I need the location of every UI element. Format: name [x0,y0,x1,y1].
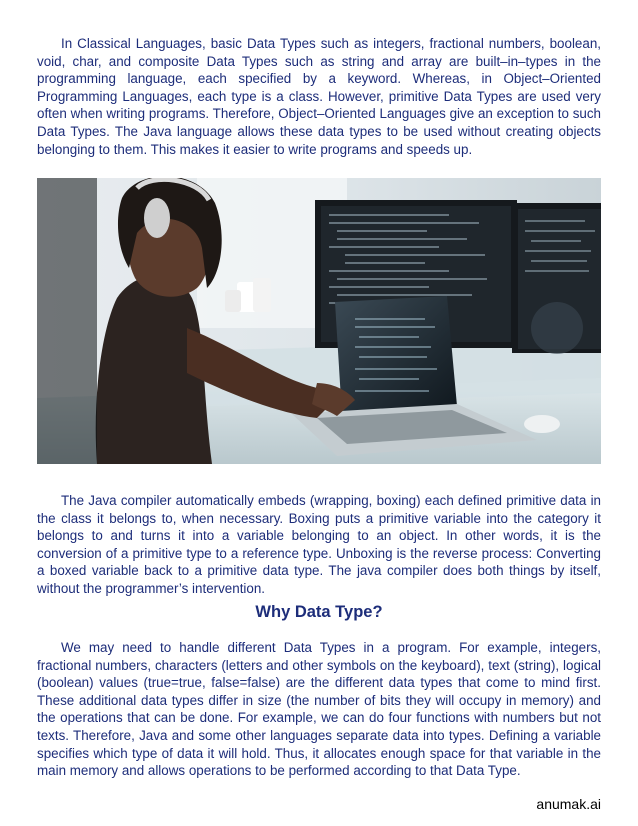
photo-illustration [37,178,601,464]
why-data-type-paragraph: We may need to handle different Data Types in a program. For example, integers, fractional numbers, characters (letters and other symbols on the keyboard), text (string), logical (boolean) values (true=true, false=false) are the different data types that come to mind first. These additional data types differ in size (the number of bits they will occupy in memory) and the operations that can be done. For example, we can do four functions with numbers but not texts. Therefore, Java and some other languages separate data into types. Defining a variable specifies which type of data it will hold. Thus, it allocates enough space for that variable in the main memory and allows operations to be performed according to that Data Type. [37,640,601,779]
boxing-paragraph: The Java compiler automatically embeds (wrapping, boxing) each defined primitive data in the class it belongs to, when necessary. Boxing puts a primitive variable into the category it belongs to and turns it into a variable belonging to an object. In other words, it is the conversion of a primitive type to a reference type. Unboxing is the reverse process: Converting a boxed variable back to a primitive data type. The java compiler does both things by itself, without the programmer’s intervention. [37,493,601,596]
programmer-photo [37,178,601,464]
footer-brand: anumak.ai [536,796,601,812]
intro-paragraph: In Classical Languages, basic Data Types such as integers, fractional numbers, boolean, void, char, and composite Data Types such as string and array are built–in–types in the programming language, each specified by a keyword. Whereas, in Object–Oriented Programming Languages, each type is a class. However, primitive Data Types are used very often when writing programs. Therefore, Object–Oriented Languages give an exception to such Data Types. The Java language allows these data types to be used without creating objects belonging to them. This makes it easier to write programs and speeds up. [37,36,601,157]
section-heading: Why Data Type? [255,603,383,621]
